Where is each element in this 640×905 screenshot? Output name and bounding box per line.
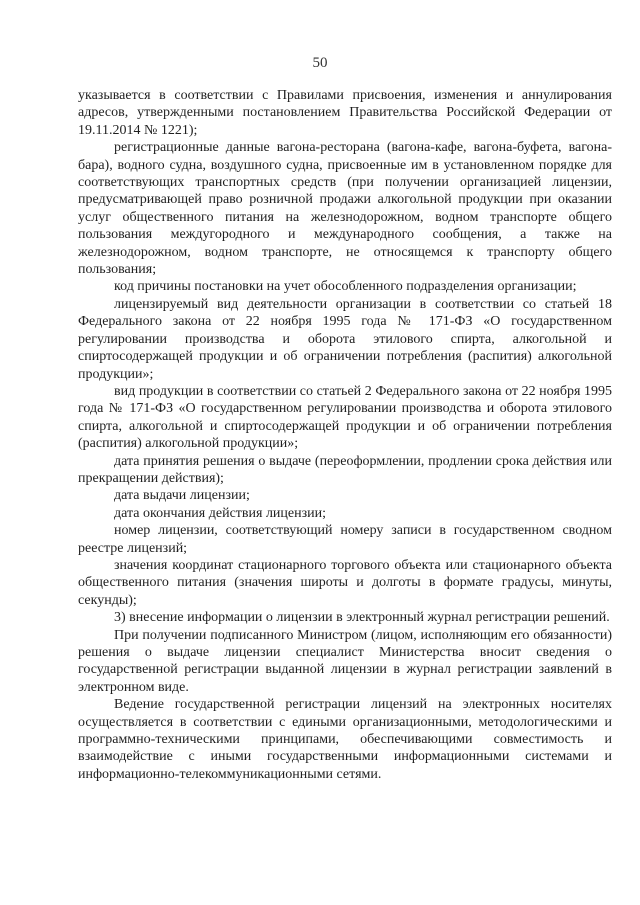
paragraph-licensed-activity: лицензируемый вид деятельности организации в соответствии со статьей 18 Федерального закона от 22 ноября 1995 года № 171-ФЗ «О государственном регулировании производства и оборота этилового спирта, алкогольной и спиртосодержащей продукции и об ограничении потребления (распития) алкогольной продукции»; [78, 296, 612, 382]
paragraph-issue-date: дата выдачи лицензии; [114, 488, 250, 504]
paragraph-decision-date: дата принятия решения о выдаче (переоформлении, продлении срока действия или прекращении действия); [78, 453, 612, 486]
page-number: 50 [312, 55, 328, 71]
paragraph-electronic-registry: Ведение государственной регистрации лицензий на электронных носителях осуществляется в соответствии с едиными организационными, методологическими и программно-техническими принципами, обеспечивающими совместимость и взаимодействие с иными государственными информационными системами и информационно-телекоммуникационными сетями. [78, 697, 612, 782]
paragraph-expiry-date: дата окончания действия лицензии; [114, 505, 327, 521]
paragraph-transport-registration: регистрационные данные вагона-ресторана (вагона-кафе, вагона-буфета, вагона-бара), водного судна, воздушного судна, присвоенные им в установленном порядке для соответствующих транспортных средств (при получении организацией лицензии, предусматривающей право розничной продажи алкогольной продукции при оказании услуг общественного питания на железнодорожном, водном транспорте общего пользования междугородного и международного сообщения, а также на железнодорожном, водном транспорте, не относящемся к транспорту общего пользования; [78, 140, 612, 278]
paragraph-license-number: номер лицензии, соответствующий номеру записи в государственном сводном реестре лицензий; [78, 523, 612, 556]
document-body [78, 87, 612, 783]
paragraph-address-continuation: указывается в соответствии с Правилами присвоения, изменения и аннулирования адресов, утвержденными постановлением Правительства Российской Федерации от 19.11.2014 № 1221); [78, 88, 612, 138]
paragraph-registration-reason-code: код причины постановки на учет обособленного подразделения организации; [114, 279, 577, 295]
paragraph-signed-decision: При получении подписанного Министром (лицом, исполняющим его обязанности) решения о выдаче лицензии специалист Министерства вносит сведения о государственной регистрации выданной лицензии в журнал регистрации заявлений в электронном виде. [78, 627, 612, 695]
paragraph-journal-entry: 3) внесение информации о лицензии в электронный журнал регистрации решений. [114, 610, 610, 626]
paragraph-product-type: вид продукции в соответствии со статьей 2 Федерального закона от 22 ноября 1995 года № 171-ФЗ «О государственном регулировании производства и оборота этилового спирта, алкогольной и спиртосодержащей продукции и об ограничении потребления (распития) алкогольной продукции»; [78, 383, 612, 452]
paragraph-coordinates: значения координат стационарного торгового объекта или стационарного объекта общественного питания (значения широты и долготы в формате градусы, минуты, секунды); [78, 557, 612, 608]
